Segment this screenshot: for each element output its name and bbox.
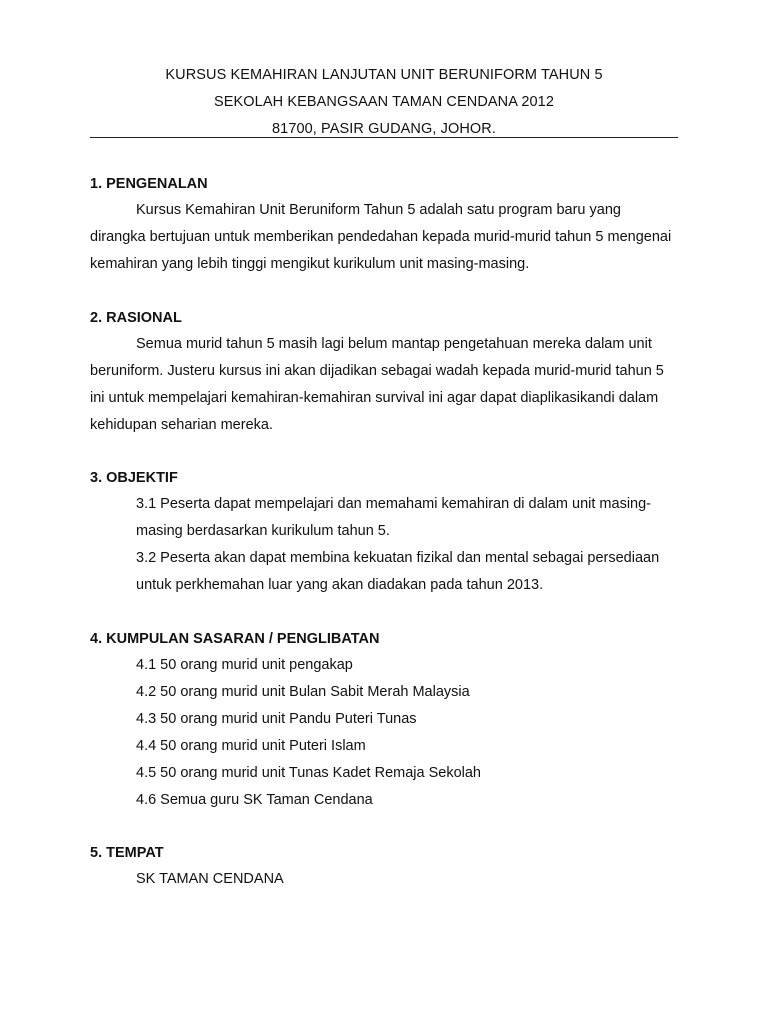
- section-body: SK TAMAN CENDANA: [136, 871, 284, 887]
- list-item: 4.6 Semua guru SK Taman Cendana: [136, 792, 373, 808]
- section-objektif: [90, 465, 680, 599]
- section-body: Kursus Kemahiran Unit Beruniform Tahun 5 adalah satu program baru yang dirangka bertujuan untuk memberikan pendedahan kepada murid-murid tahun 5 mengenai kemahiran yang lebih tinggi mengikut kurikulum unit masing-masing.: [90, 202, 672, 272]
- list-item: 3.2 Peserta akan dapat membina kekuatan fizikal dan mental sebagai persediaan untuk perkhemahan luar yang akan diadakan pada tahun 2013.: [136, 550, 660, 593]
- header-divider: [90, 137, 678, 138]
- section-heading: 5. TEMPAT: [90, 845, 164, 861]
- tempat-body-wrap: [90, 866, 680, 893]
- section-pengenalan: [90, 171, 680, 278]
- objektif-list: [90, 491, 680, 599]
- section-kumpulan: [90, 626, 680, 814]
- list-item: 3.1 Peserta dapat mempelajari dan memahami kemahiran di dalam unit masing-masing berdasarkan kurikulum tahun 5.: [136, 496, 652, 539]
- kumpulan-list: [90, 652, 680, 814]
- header-school: SEKOLAH KEBANGSAAN TAMAN CENDANA 2012: [213, 94, 554, 110]
- list-item: 4.4 50 orang murid unit Puteri Islam: [136, 738, 366, 754]
- section-body: Semua murid tahun 5 masih lagi belum mantap pengetahuan mereka dalam unit beruniform. Justeru kursus ini akan dijadikan sebagai wadah kepada murid-murid tahun 5 ini untuk mempelajari kemahiran-kemahiran survival ini agar dapat diaplikasikandi dalam kehidupan seharian mereka.: [90, 336, 664, 433]
- section-heading: 4. KUMPULAN SASARAN / PENGLIBATAN: [90, 631, 380, 647]
- list-item: 4.1 50 orang murid unit pengakap: [136, 657, 353, 673]
- header-address: 81700, PASIR GUDANG, JOHOR.: [271, 121, 497, 137]
- list-item: 4.2 50 orang murid unit Bulan Sabit Merah Malaysia: [136, 684, 470, 700]
- section-tempat: [90, 840, 680, 893]
- section-heading: 2. RASIONAL: [90, 310, 182, 326]
- list-item: 4.3 50 orang murid unit Pandu Puteri Tunas: [136, 711, 417, 727]
- section-heading: 1. PENGENALAN: [90, 176, 208, 192]
- section-rasional: [90, 305, 680, 439]
- document-header: [90, 62, 678, 143]
- header-title: KURSUS KEMAHIRAN LANJUTAN UNIT BERUNIFORM TAHUN 5: [165, 67, 603, 83]
- list-item: 4.5 50 orang murid unit Tunas Kadet Remaja Sekolah: [136, 765, 481, 781]
- section-heading: 3. OBJEKTIF: [90, 470, 178, 486]
